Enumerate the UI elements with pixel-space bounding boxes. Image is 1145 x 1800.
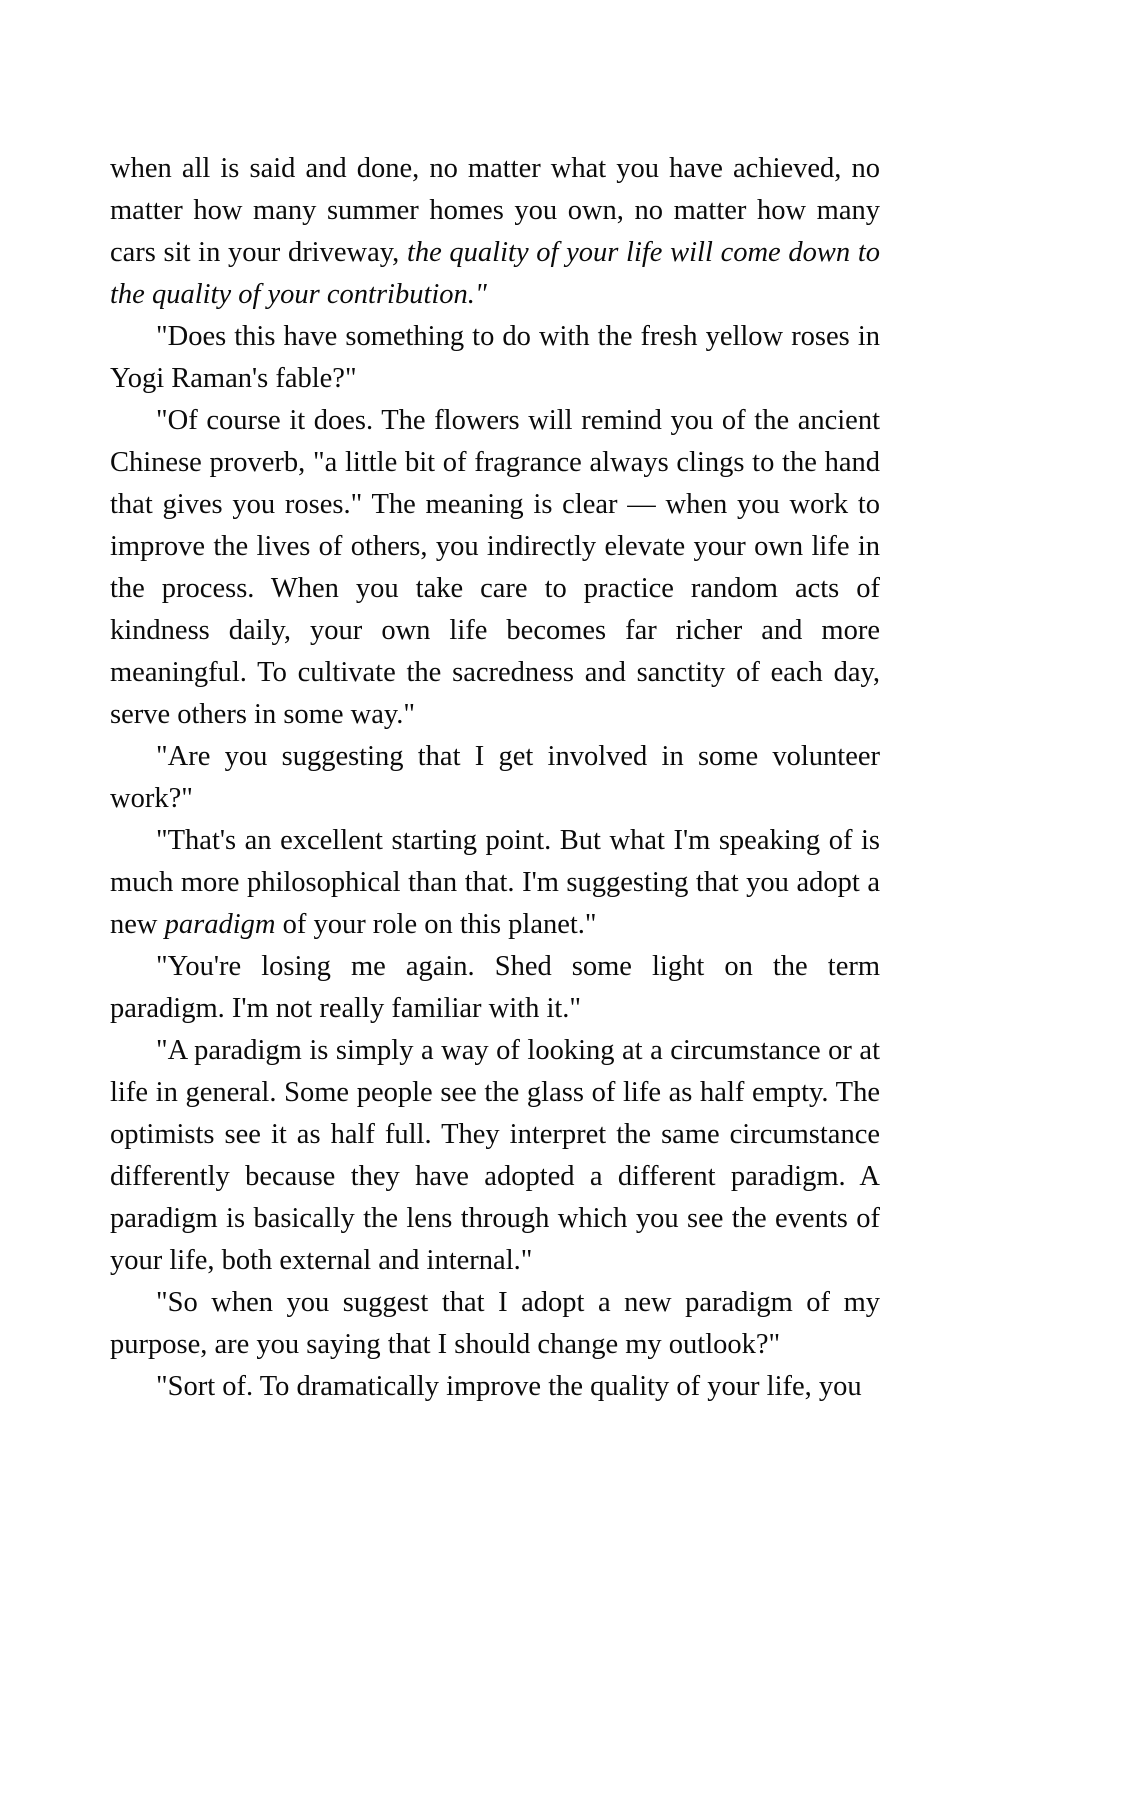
italic-text-segment: paradigm [164, 909, 276, 940]
page-text [110, 148, 880, 1408]
paragraph [110, 1366, 880, 1408]
paragraph [110, 736, 880, 820]
text-segment: "Of course it does. The flowers will remind you of the ancient Chinese proverb, "a little bit of fragrance always clings to the hand that gives you roses." The meaning is clear — when you work to improve the lives of others, you indirectly elevate your own life in the process. When you take care to practice random acts of kindness daily, your own life becomes far richer and more meaningful. To cultivate the sacredness and sanctity of each day, serve others in some way." [110, 405, 880, 730]
paragraph [110, 820, 880, 946]
paragraph [110, 1282, 880, 1366]
text-segment: "So when you suggest that I adopt a new paradigm of my purpose, are you saying that I should change my outlook?" [110, 1287, 880, 1360]
text-segment: "A paradigm is simply a way of looking at a circumstance or at life in general. Some people see the glass of life as half empty. The optimists see it as half full. They interpret the same circumstance differently because they have adopted a different paradigm. A paradigm is basically the lens through which you see the events of your life, both external and internal." [110, 1035, 880, 1276]
paragraph [110, 148, 880, 316]
italic-text-segment: the quality of your life will come down to the quality of your contribution." [110, 237, 880, 310]
text-segment: when all is said and done, no matter what you have achieved, no matter how many summer homes you own, no matter how many cars sit in your driveway, [110, 153, 880, 268]
text-segment: "Sort of. To dramatically improve the quality of your life, you [156, 1371, 862, 1402]
text-segment: "That's an excellent starting point. But what I'm speaking of is much more philosophical than that. I'm suggesting that you adopt a new [110, 825, 880, 940]
paragraph [110, 316, 880, 400]
text-segment: of your role on this planet." [275, 909, 597, 940]
text-segment: "Does this have something to do with the fresh yellow roses in Yogi Raman's fable?" [110, 321, 880, 394]
paragraph [110, 400, 880, 736]
text-segment: "Are you suggesting that I get involved in some volunteer work?" [110, 741, 880, 814]
text-segment: "You're losing me again. Shed some light on the term paradigm. I'm not really familiar with it." [110, 951, 880, 1024]
paragraph [110, 946, 880, 1030]
paragraph [110, 1030, 880, 1282]
